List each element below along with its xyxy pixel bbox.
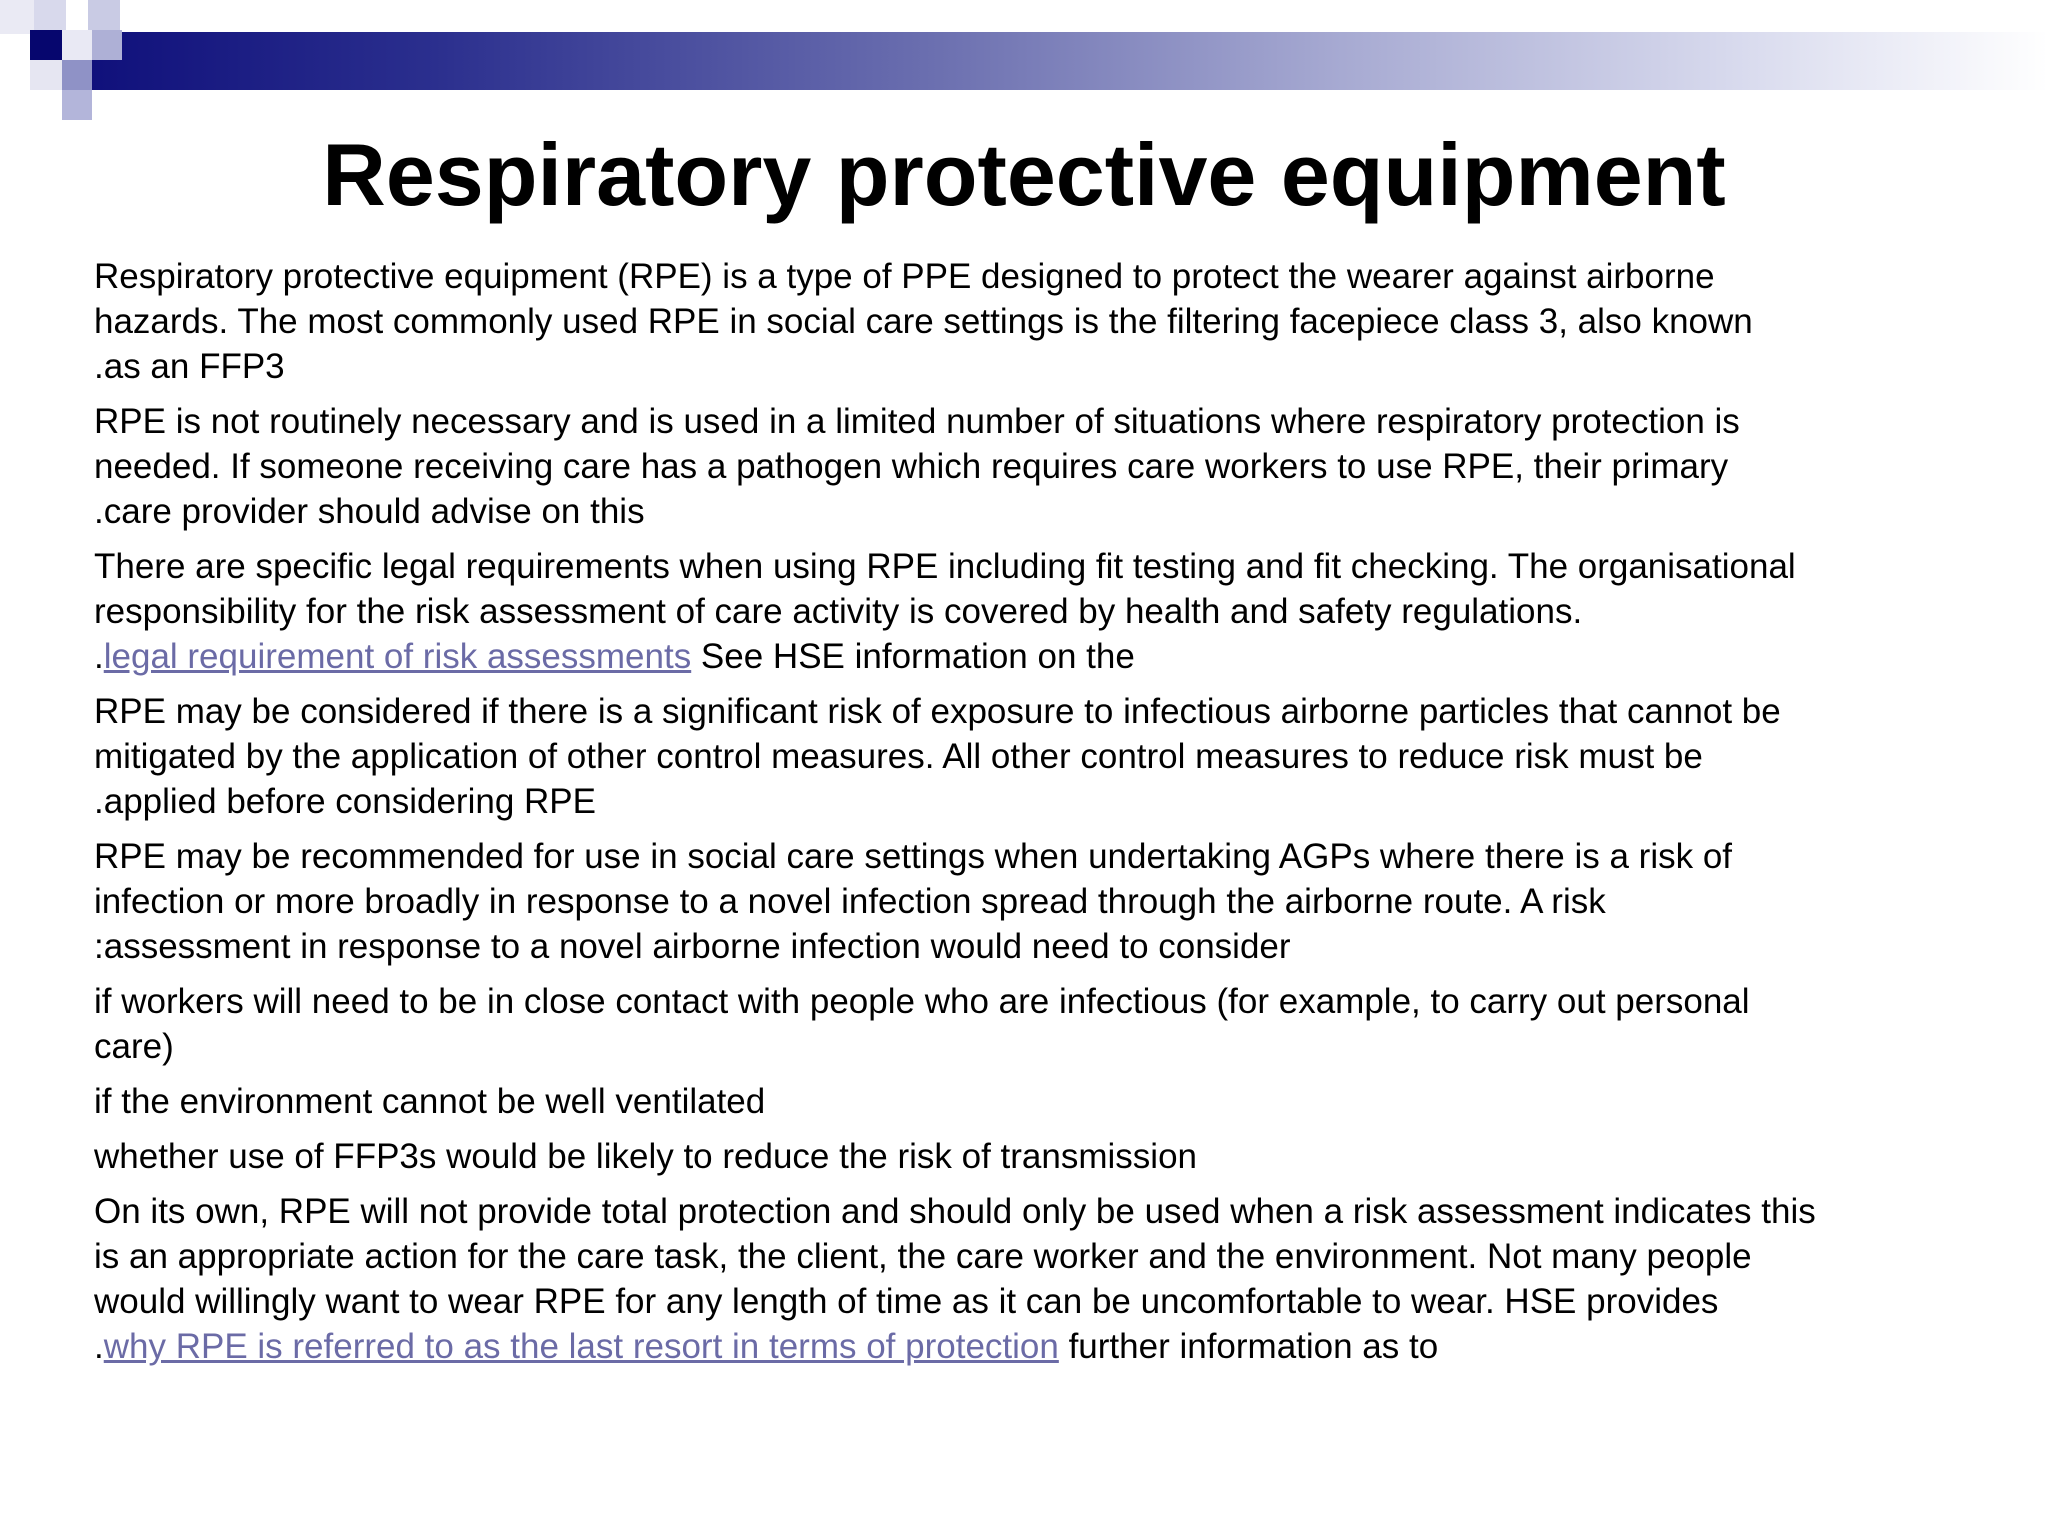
paragraph	[94, 544, 1974, 679]
decor-square	[92, 30, 122, 60]
paragraph	[94, 254, 1974, 389]
link-line-suffix: See HSE information on the	[691, 637, 1135, 676]
paragraph-line: is an appropriate action for the care task, the client, the care worker and the environment. Not many people	[94, 1237, 1752, 1276]
decor-square	[34, 0, 66, 32]
decor-square	[0, 0, 34, 34]
paragraph-line: hazards. The most commonly used RPE in social care settings is the filtering facepiece class 3, also known	[94, 302, 1753, 341]
paragraph-line: :assessment in response to a novel airborne infection would need to consider	[94, 927, 1291, 966]
header-decoration	[0, 0, 2048, 125]
paragraph-line: needed. If someone receiving care has a pathogen which requires care workers to use RPE, their primary	[94, 447, 1729, 486]
decor-square	[30, 60, 62, 90]
paragraph	[94, 399, 1974, 534]
slide-body	[94, 254, 1974, 1379]
paragraph	[94, 1079, 1974, 1124]
paragraph	[94, 689, 1974, 824]
hyperlink[interactable]: why RPE is referred to as the last resort in terms of protection	[103, 1327, 1059, 1366]
paragraph-line: .as an FFP3	[94, 347, 285, 386]
decor-square	[62, 30, 92, 60]
link-line-prefix: .	[94, 637, 104, 676]
decor-square	[30, 30, 62, 60]
paragraph-line: would willingly want to wear RPE for any length of time as it can be uncomfortable to wear. HSE provides	[94, 1282, 1719, 1321]
paragraph-line: infection or more broadly in response to a novel infection spread through the airborne route. A risk	[94, 882, 1606, 921]
paragraph-line: On its own, RPE will not provide total protection and should only be used when a risk assessment indicates this	[94, 1192, 1816, 1231]
paragraph-line: if workers will need to be in close contact with people who are infectious (for example, to carry out personal	[94, 982, 1750, 1021]
header-gradient-bar	[32, 32, 2048, 90]
decor-square	[88, 0, 120, 32]
paragraph-line: mitigated by the application of other control measures. All other control measures to reduce risk must be	[94, 737, 1703, 776]
paragraph-line: Respiratory protective equipment (RPE) is a type of PPE designed to protect the wearer against airborne	[94, 257, 1715, 296]
paragraph-line: There are specific legal requirements when using RPE including fit testing and fit checking. The organisational	[94, 547, 1796, 586]
decor-square	[0, 60, 30, 90]
paragraph-line: whether use of FFP3s would be likely to reduce the risk of transmission	[94, 1137, 1197, 1176]
link-line-prefix: .	[94, 1327, 104, 1366]
paragraph-line: care)	[94, 1027, 174, 1066]
link-line-suffix: further information as to	[1058, 1327, 1439, 1366]
paragraph-line: RPE is not routinely necessary and is used in a limited number of situations where respiratory protection is	[94, 402, 1740, 441]
paragraph-line: RPE may be considered if there is a significant risk of exposure to infectious airborne particles that cannot be	[94, 692, 1781, 731]
paragraph	[94, 1134, 1974, 1179]
decor-square	[62, 60, 92, 90]
decor-square	[62, 90, 92, 120]
paragraph	[94, 979, 1974, 1069]
hyperlink[interactable]: legal requirement of risk assessments	[103, 637, 692, 676]
link-line	[94, 1324, 1974, 1369]
paragraph-line: .care provider should advise on this	[94, 492, 645, 531]
paragraph-line: if the environment cannot be well ventilated	[94, 1082, 766, 1121]
link-line	[94, 634, 1974, 679]
paragraph	[94, 1189, 1974, 1369]
paragraph-line: responsibility for the risk assessment of care activity is covered by health and safety regulations.	[94, 592, 1583, 631]
paragraph	[94, 834, 1974, 969]
slide-title: Respiratory protective equipment	[322, 125, 1726, 224]
paragraph-line: RPE may be recommended for use in social care settings when undertaking AGPs where there is a risk of	[94, 837, 1733, 876]
paragraph-line: .applied before considering RPE	[94, 782, 596, 821]
